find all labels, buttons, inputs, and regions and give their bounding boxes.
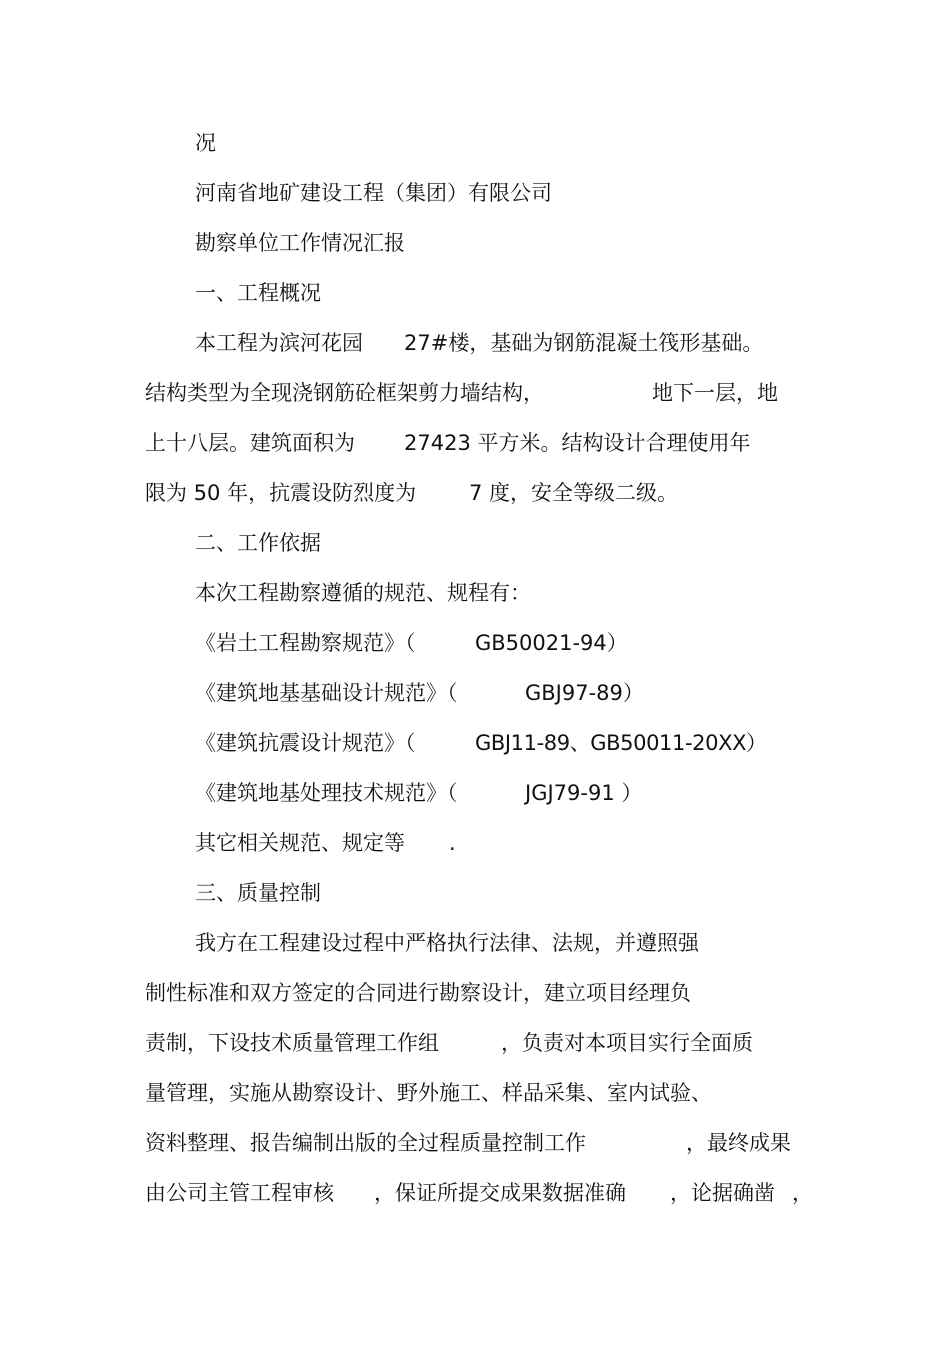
standard-list-item bbox=[0, 729, 950, 757]
text-segment: 7 度，安全等级二级。 bbox=[469, 481, 679, 505]
standard-name: 《建筑地基处理技术规范》（ bbox=[195, 781, 458, 805]
text-segment: ， bbox=[792, 1181, 813, 1205]
text-segment: 地下一层，地 bbox=[652, 381, 778, 405]
paragraph-line: 本次工程勘察遵循的规范、规程有： bbox=[195, 581, 531, 605]
text-segment: 本工程为滨河花园 bbox=[195, 331, 363, 355]
text-segment: . bbox=[449, 831, 456, 855]
section-heading-overview: 一、工程概况 bbox=[195, 281, 321, 305]
text-segment: ，最终成果 bbox=[686, 1131, 791, 1155]
text-segment: 结构类型为全现浇钢筋砼框架剪力墙结构， bbox=[145, 381, 544, 405]
report-title: 勘察单位工作情况汇报 bbox=[195, 231, 405, 255]
standard-code: GBJ11-89、GB50011-20XX） bbox=[475, 731, 767, 755]
text-segment: 资料整理、报告编制出版的全过程质量控制工作 bbox=[145, 1131, 586, 1155]
text-segment: 责制，下设技术质量管理工作组 bbox=[145, 1031, 439, 1055]
paragraph-line: 量管理，实施从勘察设计、野外施工、样品采集、室内试验、 bbox=[145, 1081, 712, 1105]
section-heading-quality: 三、质量控制 bbox=[195, 881, 321, 905]
standard-list-item bbox=[0, 679, 950, 707]
text-segment: 27423 平方米。结构设计合理使用年 bbox=[404, 431, 751, 455]
text-segment: ，负责对本项目实行全面质 bbox=[501, 1031, 753, 1055]
company-name: 河南省地矿建设工程（集团）有限公司 bbox=[195, 181, 552, 205]
text-segment: 限为 50 年，抗震设防烈度为 bbox=[145, 481, 417, 505]
text-segment: 27#楼，基础为钢筋混凝土筏形基础。 bbox=[404, 331, 764, 355]
paragraph-line: 我方在工程建设过程中严格执行法律、法规，并遵照强 bbox=[195, 931, 699, 955]
paragraph-line: 制性标准和双方签定的合同进行勘察设计，建立项目经理负 bbox=[145, 981, 691, 1005]
paragraph-line bbox=[0, 829, 950, 857]
text-segment: 其它相关规范、规定等 bbox=[195, 831, 405, 855]
standard-code: JGJ79-91 ） bbox=[525, 781, 643, 805]
standard-name: 《建筑地基基础设计规范》（ bbox=[195, 681, 458, 705]
paragraph-line bbox=[0, 429, 950, 457]
paragraph-line bbox=[0, 1129, 950, 1157]
paragraph-line bbox=[0, 1029, 950, 1057]
standard-name: 《岩土工程勘察规范》（ bbox=[195, 631, 416, 655]
standard-code: GBJ97-89） bbox=[525, 681, 644, 705]
text-segment: ，保证所提交成果数据准确 bbox=[374, 1181, 626, 1205]
paragraph-line bbox=[0, 379, 950, 407]
section-heading-basis: 二、工作依据 bbox=[195, 531, 321, 555]
text-segment: ，论据确凿 bbox=[670, 1181, 775, 1205]
paragraph-line bbox=[0, 1179, 950, 1207]
paragraph-line bbox=[0, 479, 950, 507]
standard-list-item bbox=[0, 629, 950, 657]
standard-code: GB50021-94） bbox=[475, 631, 628, 655]
standard-name: 《建筑抗震设计规范》（ bbox=[195, 731, 416, 755]
paragraph-line bbox=[0, 329, 950, 357]
standard-list-item bbox=[0, 779, 950, 807]
text-segment: 上十八层。建筑面积为 bbox=[145, 431, 355, 455]
text-line-fragment: 况 bbox=[195, 131, 216, 155]
text-segment: 由公司主管工程审核 bbox=[145, 1181, 334, 1205]
